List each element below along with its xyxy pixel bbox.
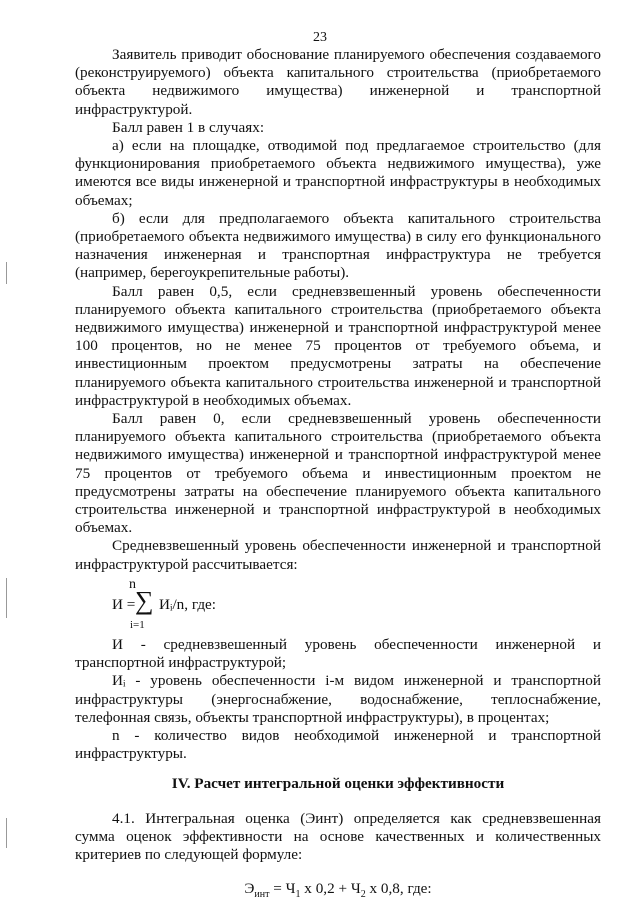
formula2-lhs-sub: инт [254,889,270,901]
paragraph: Заявитель приводит обоснование планируемого обеспечения создаваемого (реконструируемого) объекта капитального строительства (приобретаемого объекта недвижимого имущества) инженерной и транспортной инфраструктурой. [75,46,601,118]
paragraph: 4.1. Интегральная оценка (Эинт) определяется как средневзвешенная сумма оценок эффективности на основе качественных и количественных критериев по следующей формуле: [75,809,601,863]
sum-lower-limit: i=1 [130,618,145,631]
page-content [75,46,601,904]
paragraph: Средневзвешенный уровень обеспеченности инженерной и транспортной инфраструктурой рассчитывается: [75,537,601,573]
formula-rhs: Иᵢ/n, где: [159,595,217,613]
formula2-mid: х 0,2 + Ч [300,880,361,898]
page-number: 23 [313,30,327,45]
formula2-sub1: 1 [295,889,301,901]
formula-lhs: И = [112,595,136,613]
definition: И - средневзвешенный уровень обеспеченности инженерной и транспортной инфраструктурой; [75,635,601,672]
integral-formula [75,880,601,904]
section-title: IV. Расчет интегральной оценки эффективности [171,775,505,793]
paragraph: Балл равен 0, если средневзвешенный уровень обеспеченности планируемого объекта капитального строительства (приобретаемого объекта недвижимого имущества) инженерной и транспортной инфраструктурой менее 75 процентов от требуемого объема и инвестиционным проектом не предусмотрены затраты на обеспечение планируемого объекта капитального строительства инженерной и транспортной инфраструктурой в необходимых объемах. [75,410,601,537]
sum-sign: ∑ [135,585,154,615]
formula2-sub2: 2 [360,889,366,901]
scan-mark [6,818,7,848]
average-formula [75,576,601,636]
formula2-eq: = Ч [269,880,296,898]
formula2-lhs: Э [244,880,255,898]
definition: n - количество видов необходимой инженерной и транспортной инфраструктуры. [75,726,601,763]
paragraph: б) если для предполагаемого объекта капитального строительства (приобретаемого объекта недвижимого имущества) в силу его функционального назначения инженерная и транспортная инфраструктура не требуется (например, берегоукрепительные работы). [75,209,601,282]
definition: Иᵢ - уровень обеспеченности i-м видом инженерной и транспортной инфраструктуры (энергоснабжение, водоснабжение, теплоснабжение, телефонная связь, объекты транспортной инфраструктуры), в процентах; [75,672,601,726]
sum-upper-limit: n [129,576,136,592]
paragraph: Балл равен 1 в случаях: [112,118,265,136]
formula2-tail: х 0,8, где: [365,880,432,898]
paragraph: а) если на площадке, отводимой под предлагаемое строительство (для функционирования приобретаемого объекта недвижимого имущества), уже имеются все виды инженерной и транспортной инфраструктуры в необходимых объемах; [75,137,601,209]
paragraph: Балл равен 0,5, если средневзвешенный уровень обеспеченности планируемого объекта капитального строительства (приобретаемого объекта недвижимого имущества) инженерной и транспортной инфраструктурой менее 100 процентов, но не менее 75 процентов от требуемого объема, и инвестиционным проектом предусмотрены затраты на обеспечение планируемого объекта капитального строительства инженерной и транспортной инфраструктурой в необходимых объемах. [75,282,601,409]
scan-mark [6,262,7,284]
scan-mark [6,578,7,618]
